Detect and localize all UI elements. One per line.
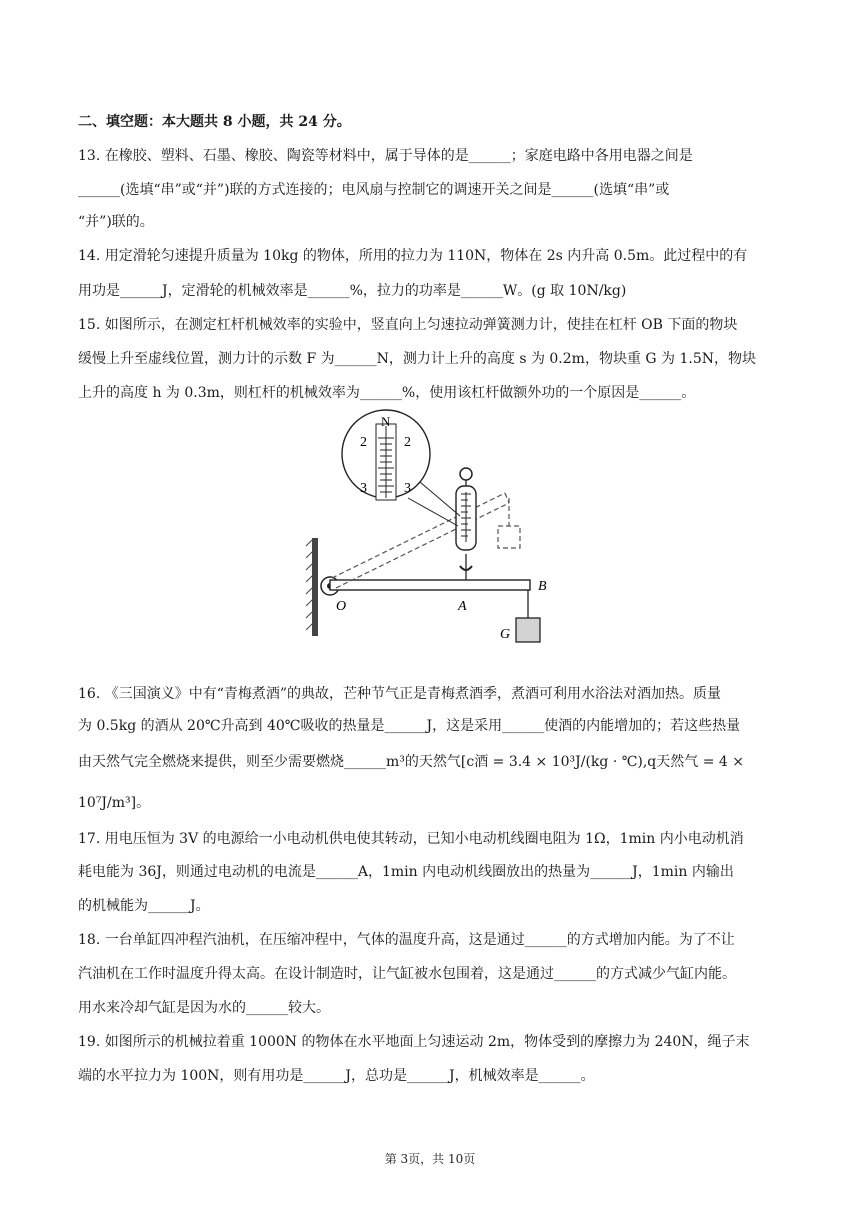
label-o: O [336, 599, 347, 614]
scale-label-right-3: 3 [404, 481, 411, 496]
q14-line-1: 14. 用定滑轮匀速提升质量为 10kg 的物体，所用的拉力为 110N，物体在 2s 内升高 0.5m。此过程中的有 [78, 248, 748, 264]
q15-line-3: 上升的高度 h 为 0.3m，则杠杆的机械效率为______%，使用该杠杆做额外功的一个原因是______。 [78, 385, 696, 401]
wall [312, 538, 318, 636]
weight-block [516, 618, 540, 642]
label-b: B [538, 579, 547, 594]
q15-line-2: 缓慢上升至虚线位置，测力计的示数 F 为______N，测力计上升的高度 s 为 0.2m，物块重 G 为 1.5N，物块 [78, 351, 756, 367]
scale-label-left-2: 2 [360, 435, 367, 450]
q18-line-2: 汽油机在工作时温度升得太高。在设计制造时，让气缸被水包围着，这是通过______的方式减少气缸内能。 [78, 966, 736, 982]
lever-figure [300, 408, 560, 648]
dashed-lever [332, 493, 520, 588]
q17-line-2: 耗电能为 36J，则通过电动机的电流是______A，1min 内电动机线圈放出的热量为______J，1min 内输出 [78, 864, 734, 880]
lever [330, 580, 530, 590]
label-g: G [500, 627, 511, 642]
q18-line-1: 18. 一台单缸四冲程汽油机，在压缩冲程中，气体的温度升高，这是通过______的方式增加内能。为了不让 [78, 932, 735, 948]
q13-line-2: ______(选填“串”或“并”)联的方式连接的；电风扇与控制它的调速开关之间是______(选填“串”或 [78, 182, 670, 198]
scale-label-right-2: 2 [404, 435, 411, 450]
q19-line-2: 端的水平拉力为 100N，则有用功是______J，总功是______J，机械效率是______。 [78, 1068, 595, 1084]
q13-line-1: 13. 在橡胶、塑料、石墨、橡胶、陶瓷等材料中，属于导体的是______；家庭电路中各用电器之间是 [78, 148, 693, 164]
q15-line-1: 15. 如图所示，在测定杠杆机械效率的实验中，竖直向上匀速拉动弹簧测力计，使挂在杠杆 OB 下面的物块 [78, 317, 738, 333]
q16-line-3: 由天然气完全燃烧来提供，则至少需要燃烧______m³的天然气[c酒 = 3.4 × 10³J/(kg · ℃),q天然气 = 4 × [78, 754, 744, 770]
q14-line-2: 用功是______J，定滑轮的机械效率是______%，拉力的功率是______W。(g 取 10N/kg) [78, 283, 627, 299]
q18-line-3: 用水来冷却气缸是因为水的______较大。 [78, 1000, 330, 1016]
page-footer: 第 3页，共 10页 [384, 1152, 476, 1166]
q17-line-3: 的机械能为______J。 [78, 898, 210, 914]
q19-line-1: 19. 如图所示的机械拉着重 1000N 的物体在水平地面上匀速运动 2m，物体受到的摩擦力为 240N，绳子末 [78, 1034, 750, 1050]
label-a: A [458, 599, 467, 614]
q16-line-4: 10⁷J/m³]。 [78, 795, 151, 811]
q17-line-1: 17. 用电压恒为 3V 的电源给一小电动机供电使其转动，已知小电动机线圈电阻为 1Ω，1min 内小电动机消 [78, 831, 744, 847]
section-heading: 二、填空题：本大题共 8 小题，共 24 分。 [78, 114, 351, 130]
q13-line-3: “并”)联的。 [78, 214, 154, 230]
scale-unit-label: N [381, 414, 391, 429]
q16-line-1: 16. 《三国演义》中有“青梅煮酒”的典故，芒种节气正是青梅煮酒季，煮酒可利用水浴法对酒加热。质量 [78, 686, 722, 702]
q16-line-2: 为 0.5kg 的酒从 20℃升高到 40℃吸收的热量是______J，这是采用______使酒的内能增加的；若这些热量 [78, 718, 741, 734]
scale-ring [460, 468, 472, 480]
scale-label-left-3: 3 [360, 481, 367, 496]
